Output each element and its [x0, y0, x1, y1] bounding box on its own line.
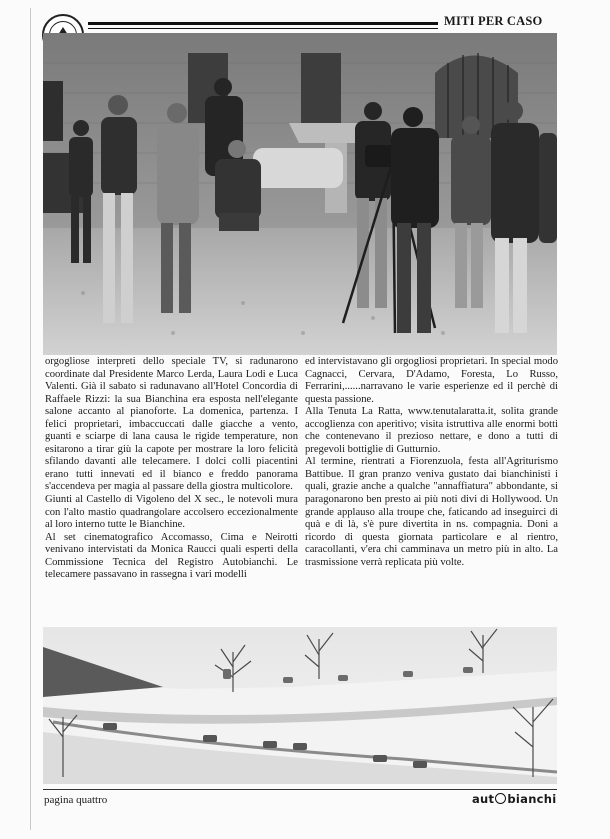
section-title: MITI PER CASO: [444, 14, 543, 28]
article-paragraph: Giunti al Castello di Vigoleno del X sec., le notevoli mura con l'alto mastio quadrangolare accolsero eccezionalmente al loro interno tutte le Bianchine.: [45, 494, 298, 531]
page-number: pagina quattro: [44, 794, 108, 806]
photo-film-crew: [43, 33, 557, 355]
article-paragraph: Alla Tenuta La Ratta, www.tenutalaratta.it, solita grande accoglienza con aperitivo; visita istruttiva alle enormi botti che contenevano il prezioso nettare, e dono a tutti di pregevoli bottiglie di Gutturnio.: [305, 406, 558, 455]
brand-circle-icon: [495, 793, 506, 804]
article-paragraph: Al termine, rientrati a Fiorenzuola, festa all'Agriturismo Battibue. Il gran pranzo veniva gustato dai bianchinisti i quali, grazie anche a qualche "annaffiatura" abbondante, si paragonarono ben presto ai più noti divi di Hollywood. Un grande applauso alla troupe che, faticando ad inseguirci di quà e di là, s'è pure divertita in ns. compagnia. Doni a ricordo di questa giornata particolare e al rientro, caracollanti, v'era chi camminava un metro più in alto. La trasmissione verrà replicata più volte.: [305, 456, 558, 568]
article-paragraph: orgogliose interpreti dello speciale TV, si radunarono coordinate dal Presidente Marco Lerda, Laura Lodi e Luca Valenti. Già il sabato si radunavano all'Hotel Concordia di Raffaele Rizzi: la sua Bianchina era esposta nell'elegante salone accanto al pianoforte. La domenica, partenza. I felici proprietari, imbaccuccati dalle giacche a vento, guanti e sciarpe di lana causa le rigide temperature, non esitarono a tirar giù la capote per mostrare la loro felicità sfilando davanti alle telecamere. I dolci colli piacentini erano tutti innevati ed il bianco e freddo panorama s'accendeva per magia al passare della giostra multicolore.: [45, 356, 298, 493]
article-paragraph: ed intervistavano gli orgogliosi proprietari. In special modo Cagnacci, Cervara, D'Adamo, Foresta, Lo Russo, Ferrarini,......narravano le varie esperienze ed il perchè di questa passione.: [305, 356, 558, 405]
brand-text-right: bianchi: [507, 792, 557, 806]
photo-cars-snowy-road: [43, 627, 557, 784]
header-rule-thin: [88, 28, 438, 29]
article-paragraph: Al set cinematografico Accomasso, Cima e Neirotti venivano intervistati da Monica Raucci quali esperti della Commissione Tecnica del Registro Autobianchi. Le telecamere passavano in rassegna i vari modelli: [45, 531, 298, 581]
article-column-left: [45, 356, 298, 582]
header-rule-thick: [88, 22, 438, 25]
footer-rule: [43, 789, 557, 790]
autobianchi-wordmark: [472, 792, 557, 806]
article-column-right: [305, 356, 558, 569]
film-crew-scene-icon: [43, 33, 557, 355]
snowy-landscape-icon: [43, 627, 557, 784]
brand-text-left: aut: [472, 792, 495, 806]
